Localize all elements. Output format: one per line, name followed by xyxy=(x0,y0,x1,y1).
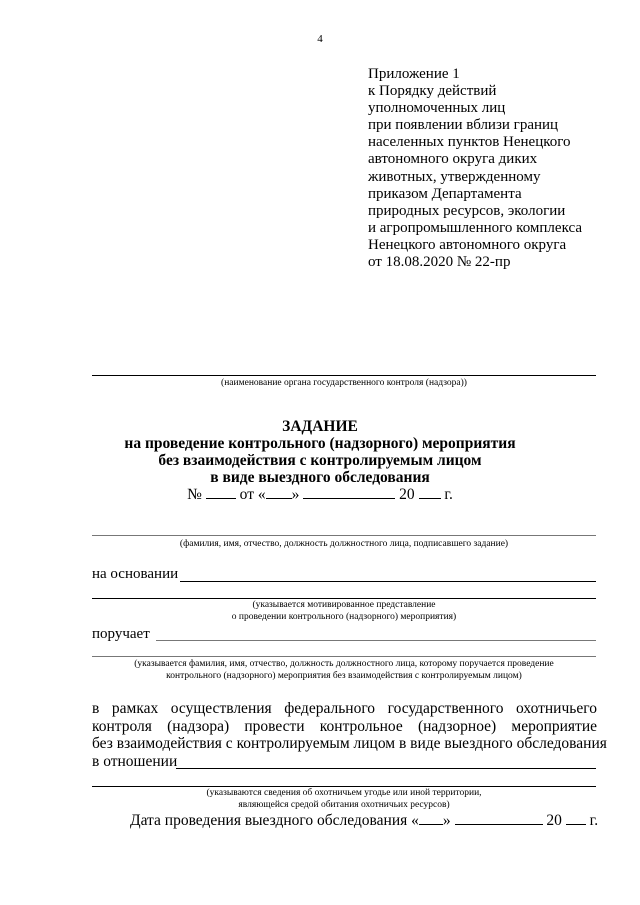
from-label: от « xyxy=(239,486,266,503)
inspection-year-field[interactable] xyxy=(566,812,586,825)
appendix-line: Приложение 1 xyxy=(368,66,460,82)
assigns-caption-2: контрольного (надзорного) мероприятия без взаимодействия с контролируемым лицом) xyxy=(166,671,522,681)
number-field[interactable] xyxy=(206,486,236,499)
year-suffix: г. xyxy=(444,486,453,503)
word: (надзорное) xyxy=(417,717,497,735)
page-number: 4 xyxy=(317,33,323,45)
relation-field[interactable] xyxy=(176,768,596,769)
paragraph-line-2 xyxy=(92,718,597,736)
appendix-line: уполномоченных лиц xyxy=(368,100,506,117)
word: провести xyxy=(244,717,305,735)
number-date-line xyxy=(0,486,640,504)
territory-caption-1: (указываются сведения об охотничьем угодье или иной территории, xyxy=(206,788,482,798)
word: контроля xyxy=(92,717,152,735)
inspection-date-line xyxy=(130,812,598,830)
quote-close: » xyxy=(442,812,451,829)
quote-close: » xyxy=(291,486,300,503)
paragraph-line-1 xyxy=(92,700,597,718)
appendix-line: при появлении вблизи границ xyxy=(368,117,559,134)
inspection-month-field[interactable] xyxy=(455,812,543,825)
appendix-line: населенных пунктов Ненецкого xyxy=(368,134,571,151)
doc-subtitle-1: на проведение контрольного (надзорного) мероприятия xyxy=(124,435,516,452)
paragraph-line-4: в отношении xyxy=(92,752,178,770)
territory-caption-2: являющейся средой обитания охотничьих ресурсов) xyxy=(238,800,450,810)
inspection-date-label: Дата проведения выездного обследования « xyxy=(130,812,419,829)
basis-caption-1: (указывается мотивированное представление xyxy=(252,600,436,610)
basis-field[interactable] xyxy=(180,581,596,582)
word: контрольное xyxy=(319,717,403,735)
org-caption: (наименование органа государственного контроля (надзора)) xyxy=(221,378,467,388)
year-prefix: 20 xyxy=(546,812,562,829)
word: рамках xyxy=(111,700,159,717)
word: осуществления xyxy=(170,700,272,717)
basis-caption-2: о проведении контрольного (надзорного) мероприятия) xyxy=(231,612,457,622)
word: мероприятие xyxy=(511,717,597,735)
appendix-line: приказом Департамента xyxy=(368,185,522,202)
signer-line[interactable] xyxy=(92,535,596,536)
word: в xyxy=(92,700,100,717)
appendix-line: от 18.08.2020 № 22-пр xyxy=(368,254,511,271)
appendix-line: Ненецкого автономного округа xyxy=(368,236,567,253)
word: федерального xyxy=(284,700,376,717)
word: (надзора) xyxy=(167,717,230,735)
appendix-line: автономного округа диких xyxy=(368,151,538,168)
inspection-day-field[interactable] xyxy=(419,812,443,825)
year-prefix: 20 xyxy=(399,486,415,503)
basis-label: на основании xyxy=(92,566,179,582)
appendix-line: природных ресурсов, экологии xyxy=(368,202,566,219)
doc-subtitle-2: без взаимодействия с контролируемым лицом xyxy=(158,452,482,469)
day-field[interactable] xyxy=(266,486,292,499)
assigns-label: поручает xyxy=(92,626,150,642)
appendix-header xyxy=(368,66,582,271)
year-suffix: г. xyxy=(589,812,599,829)
year-field[interactable] xyxy=(419,486,441,499)
assigns-field-2[interactable] xyxy=(92,656,596,657)
appendix-line: к Порядку действий xyxy=(368,83,497,100)
org-name-line[interactable] xyxy=(92,375,596,376)
assigns-field[interactable] xyxy=(156,640,596,641)
word: государственного xyxy=(387,700,504,717)
basis-field-2[interactable] xyxy=(92,598,596,599)
assigns-caption-1: (указывается фамилия, имя, отчество, должность должностного лица, которому поручается проведение xyxy=(134,659,554,669)
control-paragraph xyxy=(92,700,607,770)
signer-caption: (фамилия, имя, отчество, должность должностного лица, подписавшего задание) xyxy=(179,539,509,549)
appendix-line: животных, утвержденному xyxy=(368,168,541,185)
month-field[interactable] xyxy=(303,486,395,499)
appendix-line: и агропромышленного комплекса xyxy=(368,219,582,236)
relation-field-2[interactable] xyxy=(92,786,596,787)
paragraph-line-3: без взаимодействия с контролируемым лицом в виде выездного обследования xyxy=(92,735,607,752)
word: охотничьего xyxy=(516,700,597,717)
doc-subtitle-3: в виде выездного обследования xyxy=(210,469,430,486)
number-sign: № xyxy=(187,486,202,503)
doc-title: ЗАДАНИЕ xyxy=(282,418,358,435)
